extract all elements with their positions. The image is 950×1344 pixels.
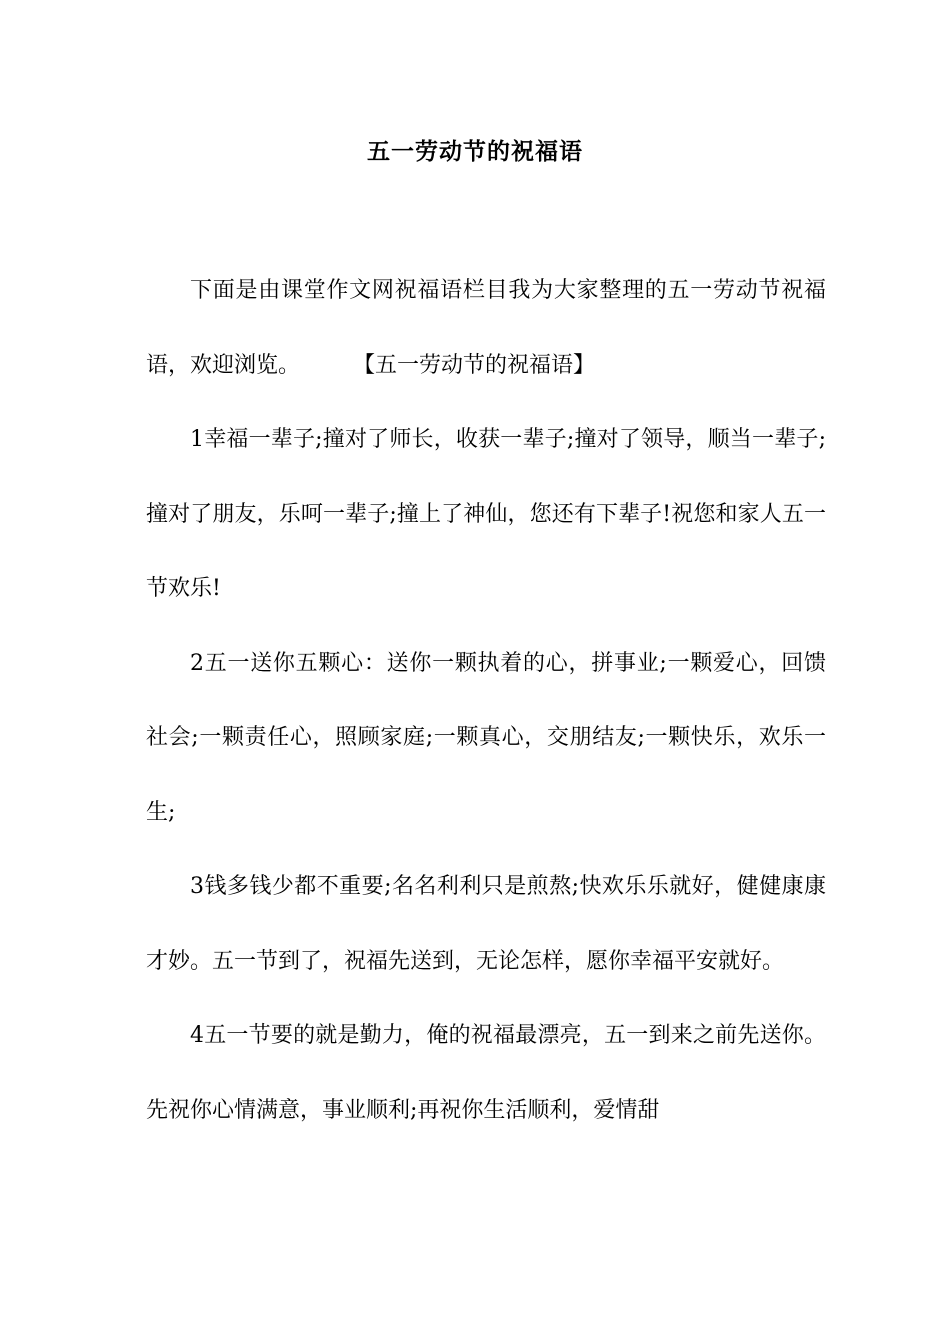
document-body [146,254,826,1148]
greeting-paragraph-1: 1幸福一辈子;撞对了师长，收获一辈子;撞对了领导，顺当一辈子;撞对了朋友，乐呵一辈子;撞上了神仙，您还有下辈子!祝您和家人五一节欢乐! [146,427,826,601]
document-title: 五一劳动节的祝福语 [367,138,583,165]
intro-paragraph [146,254,826,403]
intro-text: 下面是由课堂作文网祝福语栏目我为大家整理的五一劳动节祝福语，欢迎浏览。 [146,278,826,378]
section-heading: 【五一劳动节的祝福语】 [364,352,596,378]
greeting-paragraph-3: 3钱多钱少都不重要;名名利利只是煎熬;快欢乐乐就好，健健康康才妙。五一节到了，祝福先送到，无论怎样，愿你幸福平安就好。 [146,874,826,974]
greeting-paragraph-2: 2五一送你五颗心：送你一颗执着的心，拼事业;一颗爱心，回馈社会;一颗责任心，照顾家庭;一颗真心，交朋结友;一颗快乐，欢乐一生; [146,650,826,825]
greeting-paragraph-4: 4五一节要的就是勤力，俺的祝福最漂亮，五一到来之前先送你。先祝你心情满意，事业顺利;再祝你生活顺利，爱情甜 [146,1023,826,1123]
